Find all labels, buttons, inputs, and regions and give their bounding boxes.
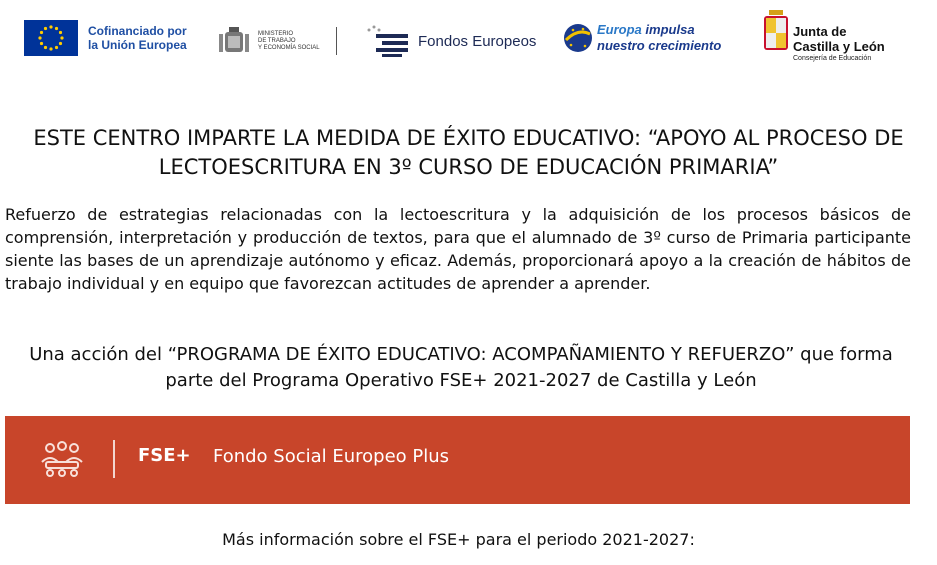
impulsa-word: impulsa [645, 22, 695, 37]
logo-bar [0, 0, 937, 80]
junta-shield-icon [763, 10, 789, 54]
ministerio-logo [216, 24, 320, 58]
europa-impulsa-logo [563, 18, 721, 58]
action-paragraph: Una acción del “PROGRAMA DE ÉXITO EDUCATIVO: ACOMPAÑAMIENTO Y REFUERZO” que forma parte del Programa Operativo FSE+ 2021-2027 de Castilla y León [29, 344, 893, 391]
eu-line1: Cofinanciado por [88, 24, 187, 38]
junta-line3: Consejería de Educación [793, 55, 872, 62]
fondos-europeos-label: Fondos Europeos [418, 32, 537, 50]
eu-logo-text [88, 24, 187, 52]
ministerio-line3: Y ECONOMÍA SOCIAL [258, 44, 320, 51]
europa-word: Europa [597, 22, 642, 37]
more-info-text: Más información sobre el FSE+ para el periodo 2021-2027: [222, 530, 695, 549]
ministerio-text [258, 31, 320, 52]
junta-logo [763, 10, 885, 63]
ministerio-line2: DE TRABAJO [258, 37, 296, 44]
people-group-icon [38, 440, 86, 480]
eu-line2: la Unión Europea [88, 38, 187, 52]
banner-short-label: FSE+ [138, 445, 191, 466]
banner-name-label: Fondo Social Europeo Plus [213, 446, 450, 467]
europa-globe-icon [563, 18, 593, 58]
junta-text [793, 24, 885, 63]
logo-divider [336, 27, 337, 55]
eu-flag-icon [24, 20, 78, 56]
page-title: ESTE CENTRO IMPARTE LA MEDIDA DE ÉXITO EDUCATIVO: “APOYO AL PROCESO DE LECTOESCRITURA EN 3º CURSO DE EDUCACIÓN PRIMARIA” [33, 126, 904, 179]
fse-banner [5, 416, 910, 504]
junta-line2: Castilla y León [793, 39, 885, 54]
europa-line2: nuestro crecimiento [597, 38, 722, 53]
junta-line1: Junta de [793, 24, 847, 39]
coat-of-arms-icon [216, 24, 252, 58]
banner-divider [113, 440, 115, 478]
fondos-europeos-icon [364, 24, 410, 58]
fondos-europeos-logo [364, 24, 536, 58]
ministerio-line1: MINISTERIO [258, 30, 294, 37]
eu-logo [24, 20, 187, 56]
description-paragraph: Refuerzo de estrategias relacionadas con la lectoescritura y la adquisición de los procesos básicos de comprensión, interpretación y producción de textos, para que el alumnado de 3º curso de Primaria participante siente las bases de un aprendizaje autónomo y eficaz. Además, proporcionará apoyo a la creación de hábitos de trabajo individual y en equipo que favorezcan actitudes de aprender a aprender. [5, 205, 911, 293]
europa-impulsa-text [597, 22, 721, 54]
